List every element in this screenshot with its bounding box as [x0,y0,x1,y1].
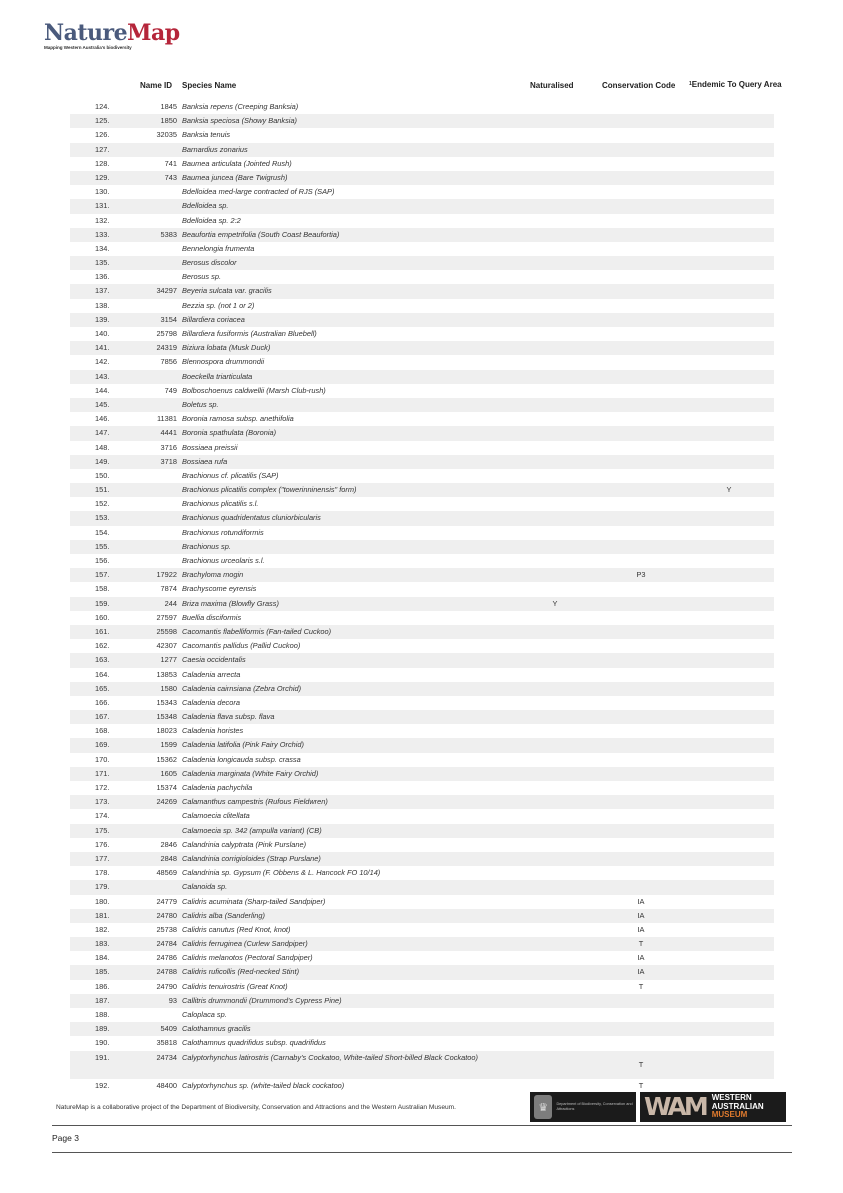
row-index: 132. [95,215,110,225]
table-row [70,171,774,185]
table-row [70,738,774,752]
row-name-id: 93 [168,995,177,1005]
row-species-name: Caladenia horistes [182,726,244,736]
row-species-name: Barnardius zonarius [182,144,248,154]
table-row [70,199,774,213]
row-name-id: 24784 [156,939,177,949]
row-name-id: 32035 [156,130,177,140]
row-species-name: Bennelongia frumenta [182,243,255,253]
row-index: 174. [95,811,110,821]
table-row [70,753,774,767]
row-index: 140. [95,329,110,338]
row-species-name: Caesia occidentalis [182,655,246,665]
crest-icon: ♛ [534,1095,552,1119]
row-species-name: Calandrinia corrigioloides (Strap Purslane) [182,853,321,863]
table-row [70,270,774,284]
row-index: 145. [95,399,110,409]
row-species-name: Calidris canutus (Red Knot, knot) [182,924,291,934]
row-index: 162. [95,641,110,651]
table-row [70,511,774,525]
row-species-name: Bdelloidea sp. [182,201,229,211]
row-name-id: 42307 [156,641,177,651]
row-species-name: Blennospora drummondii [182,357,265,367]
table-row [70,724,774,738]
row-index: 150. [95,470,110,480]
row-species-name: Caladenia flava subsp. flava [182,712,275,722]
row-species-name: Banksia tenuis [182,130,231,140]
row-name-id: 35818 [156,1038,177,1048]
row-index: 181. [95,910,110,920]
row-index: 125. [95,116,110,126]
row-index: 171. [95,768,110,778]
row-species-name: Calidris alba (Sanderling) [182,910,265,920]
row-name-id: 25798 [156,329,177,338]
row-species-name: Berosus sp. [182,272,222,282]
row-name-id: 25738 [156,924,177,934]
table-row [70,426,774,440]
species-table [70,100,774,1093]
row-species-name: Brachionus sp. [182,541,231,551]
row-species-name: Bolboschoenus caldwellii (Marsh Club-rush) [182,385,326,395]
row-index: 137. [95,286,110,296]
row-index: 147. [95,428,110,438]
row-conservation-code: IA [637,953,645,963]
row-species-name: Brachyscome eyrensis [182,584,257,594]
row-index: 169. [95,740,110,750]
row-name-id: 3718 [160,456,177,466]
endemic-footnote-marker: 1 [689,81,692,87]
column-header-name-id: Name ID [140,81,173,90]
row-endemic: Y [726,485,732,495]
table-row [70,313,774,327]
column-header-conservation-code: Conservation Code [602,81,676,90]
wam-mark [640,1092,706,1122]
footer-divider-top [52,1125,792,1126]
table-row [70,880,774,894]
row-name-id: 48569 [156,868,177,878]
row-species-name: Briza maxima (Blowfly Grass) [182,598,279,608]
row-species-name: Calamanthus campestris (Rufous Fieldwren) [182,797,328,807]
table-row [70,965,774,979]
row-species-name: Caladenia marginata (White Fairy Orchid) [182,768,319,778]
table-row [70,114,774,128]
row-index: 157. [95,570,110,580]
table-row [70,767,774,781]
row-index: 172. [95,783,110,792]
table-row [70,710,774,724]
table-row [70,284,774,298]
table-row [70,795,774,809]
row-index: 152. [95,499,110,509]
table-row [70,100,774,114]
row-index: 165. [95,683,110,693]
table-row [70,781,774,795]
row-species-name: Brachionus urceolaris s.l. [182,556,265,565]
logo-title-part2: Map [127,20,180,46]
row-index: 139. [95,314,110,324]
row-name-id: 25598 [156,626,177,636]
row-name-id: 7874 [160,584,177,594]
row-conservation-code: T [638,981,644,991]
table-row [70,923,774,937]
table-row [70,582,774,596]
table-row [70,568,774,582]
wam-line-3: MUSEUM [711,1110,748,1120]
row-name-id: 1599 [160,740,177,750]
row-species-name: Caladenia longicauda subsp. crassa [182,754,301,764]
row-index: 154. [95,527,110,537]
row-species-name: Boronia ramosa subsp. anethifolia [182,414,294,424]
table-row [70,1079,774,1093]
row-name-id: 749 [164,385,177,395]
row-name-id: 24788 [156,967,177,977]
row-name-id: 3154 [160,314,177,324]
table-row [70,398,774,412]
row-species-name: Calandrinia calyptrata (Pink Purslane) [182,839,307,849]
table-row [70,412,774,426]
logo-title [44,20,180,46]
column-header-endemic [689,80,782,89]
row-species-name: Bossiaea rufa [182,456,228,466]
row-species-name: Brachionus plicatilis complex ("towerinninensis" form) [182,485,357,495]
row-index: 188. [95,1010,110,1019]
row-index: 143. [95,371,110,381]
row-index: 187. [95,995,110,1005]
table-row [70,653,774,667]
row-index: 159. [95,598,110,608]
table-row [70,824,774,838]
row-index: 142. [95,357,110,367]
row-index: 167. [95,712,110,722]
table-row [70,469,774,483]
table-row [70,1036,774,1050]
table-row [70,895,774,909]
wam-mark-wa: WA [644,1092,684,1121]
row-name-id: 24790 [156,981,177,991]
row-index: 170. [95,754,110,764]
row-species-name: Cacomantis pallidus (Pallid Cuckoo) [182,641,301,651]
table-row [70,611,774,625]
row-conservation-code: T [638,939,644,949]
row-name-id: 1845 [160,102,177,111]
column-header-naturalised: Naturalised [530,81,574,90]
table-row [70,909,774,923]
table-row [70,441,774,455]
row-species-name: Billardiera coriacea [182,314,245,324]
wam-words [712,1094,764,1119]
row-index: 136. [95,272,110,282]
row-name-id: 2846 [160,839,177,849]
table-row [70,370,774,384]
row-species-name: Calanoida sp. [182,882,228,892]
row-name-id: 24786 [156,953,177,963]
row-conservation-code: P3 [636,570,646,580]
table-row [70,554,774,568]
row-name-id: 5409 [160,1024,177,1034]
wam-line-1: WESTERN [711,1093,752,1103]
row-index: 166. [95,697,110,707]
row-name-id: 3716 [160,442,177,452]
table-row [70,540,774,554]
table-row [70,214,774,228]
row-name-id: 27597 [156,612,177,622]
row-name-id: 15362 [156,754,177,764]
table-row [70,355,774,369]
row-index: 131. [95,201,110,211]
row-species-name: Brachionus rotundiformis [182,527,264,537]
row-species-name: Calothamnus quadrifidus subsp. quadrifidus [182,1038,326,1048]
table-row [70,128,774,142]
row-index: 192. [95,1080,110,1090]
row-index: 164. [95,669,110,679]
row-index: 130. [95,187,110,197]
row-name-id: 2848 [160,853,177,863]
row-index: 184. [95,953,110,963]
wa-museum-logo [640,1092,786,1122]
table-row [70,980,774,994]
row-species-name: Calidris melanotos (Pectoral Sandpiper) [182,953,313,963]
table-row [70,341,774,355]
table-row [70,1022,774,1036]
row-index: 178. [95,868,110,878]
row-name-id: 24269 [156,797,177,807]
row-species-name: Bdelloidea sp. 2:2 [182,215,241,225]
row-index: 168. [95,726,110,736]
row-index: 155. [95,541,110,551]
row-index: 191. [95,1052,110,1062]
row-species-name: Calidris ruficollis (Red-necked Stint) [182,967,300,977]
row-index: 173. [95,797,110,807]
table-row [70,994,774,1008]
row-species-name: Calyptorhynchus sp. (white-tailed black cockatoo) [182,1080,345,1090]
row-name-id: 1277 [160,655,177,665]
table-row [70,1008,774,1022]
table-row [70,299,774,313]
row-index: 156. [95,556,110,565]
logo-subtitle: Mapping Western Australia's biodiversity [44,45,132,50]
dbca-logo-text: Department of Biodiversity, Conservation and Attractions [556,1102,633,1111]
row-index: 134. [95,243,110,253]
table-row [70,852,774,866]
table-row [70,1051,774,1079]
table-row [70,951,774,965]
row-index: 135. [95,258,110,268]
row-name-id: 1580 [160,683,177,693]
wam-mark-m: M [683,1092,706,1121]
table-row [70,526,774,540]
column-header-species: Species Name [182,81,237,90]
row-species-name: Brachionus cf. plicatilis (SAP) [182,470,279,480]
row-species-name: Caloplaca sp. [182,1010,227,1019]
row-name-id: 4441 [160,428,177,438]
row-index: 127. [95,144,110,154]
table-row [70,866,774,880]
row-species-name: Brachionus quadridentatus cluniorbicularis [182,513,321,523]
table-row [70,228,774,242]
row-index: 161. [95,626,110,636]
row-name-id: 17922 [156,570,177,580]
row-index: 148. [95,442,110,452]
naturemap-logo [44,20,180,54]
row-name-id: 11381 [156,414,177,424]
row-species-name: Beyeria sulcata var. gracilis [182,286,272,296]
row-species-name: Calandrinia sp. Gypsum (F. Obbens & L. Hancock FO 10/14) [182,868,381,878]
row-name-id: 741 [164,158,177,168]
row-index: 138. [95,300,110,310]
footer-credit: NatureMap is a collaborative project of the Department of Biodiversity, Conservation and Attractions and the Western Australian Museum. [56,1104,456,1111]
row-species-name: Caladenia pachychila [182,783,253,792]
row-species-name: Caladenia cairnsiana (Zebra Orchid) [182,683,302,693]
row-species-name: Bossiaea preissii [182,442,238,452]
row-name-id: 13853 [156,669,177,679]
row-index: 133. [95,229,110,239]
row-species-name: Billardiera fusiformis (Australian Bluebell) [182,329,317,338]
row-species-name: Beaufortia empetrifolia (South Coast Beaufortia) [182,229,340,239]
row-name-id: 1605 [160,768,177,778]
footer-divider-bottom [52,1152,792,1153]
row-index: 189. [95,1024,110,1034]
row-index: 186. [95,981,110,991]
row-name-id: 5383 [160,229,177,239]
row-species-name: Baumea juncea (Bare Twigrush) [182,172,288,182]
column-header-endemic-label: Endemic To Query Area [691,80,782,89]
table-row [70,682,774,696]
row-species-name: Calidris acuminata (Sharp-tailed Sandpiper) [182,896,326,906]
table-row [70,327,774,341]
row-index: 176. [95,839,110,849]
row-name-id: 743 [164,172,177,182]
row-index: 141. [95,343,110,353]
table-row [70,696,774,710]
row-species-name: Calamoecia sp. 342 (ampulla variant) (CB) [182,825,322,835]
table-row [70,937,774,951]
row-name-id: 48400 [156,1080,177,1090]
row-index: 175. [95,825,110,835]
row-species-name: Biziura lobata (Musk Duck) [182,343,271,353]
row-name-id: 15374 [156,783,177,792]
row-index: 190. [95,1038,110,1048]
row-species-name: Baumea articulata (Jointed Rush) [182,158,292,168]
row-conservation-code: IA [637,924,645,934]
page-number: Page 3 [52,1133,79,1143]
row-index: 185. [95,967,110,977]
row-name-id: 15348 [156,712,177,722]
wam-line-2: AUSTRALIAN [711,1101,764,1111]
row-index: 160. [95,612,110,622]
row-name-id: 1850 [160,116,177,126]
table-row [70,838,774,852]
row-index: 180. [95,896,110,906]
row-index: 158. [95,584,110,594]
row-species-name: Brachyloma mogin [182,570,244,580]
row-name-id: 34297 [156,286,177,296]
table-row [70,185,774,199]
row-species-name: Cacomantis flabelliformis (Fan-tailed Cuckoo) [182,626,332,636]
row-index: 128. [95,158,110,168]
row-species-name: Callitris drummondii (Drummond's Cypress Pine) [182,995,342,1005]
row-species-name: Calidris ferruginea (Curlew Sandpiper) [182,939,308,949]
row-species-name: Calyptorhynchus latirostris (Carnaby's Cockatoo, White-tailed Short-billed Black Cockatoo) [182,1052,478,1062]
row-name-id: 24779 [156,896,177,906]
row-species-name: Calamoecia clitellata [182,811,250,821]
row-index: 126. [95,130,110,140]
row-species-name: Boeckella triarticulata [182,371,253,381]
row-species-name: Buellia disciformis [182,612,242,622]
row-name-id: 7856 [160,357,177,367]
row-name-id: 24780 [156,910,177,920]
table-row [70,256,774,270]
row-index: 146. [95,414,110,424]
row-index: 183. [95,939,110,949]
row-conservation-code: T [638,1080,644,1090]
table-row [70,384,774,398]
row-conservation-code: T [638,1059,644,1069]
row-conservation-code: IA [637,967,645,977]
table-row [70,497,774,511]
row-name-id: 18023 [156,726,177,736]
row-species-name: Banksia repens (Creeping Banksia) [182,102,299,111]
row-name-id: 24319 [156,343,177,353]
row-species-name: Caladenia latifolia (Pink Fairy Orchid) [182,740,304,750]
table-row [70,668,774,682]
row-index: 177. [95,853,110,863]
row-species-name: Banksia speciosa (Showy Banksia) [182,116,298,126]
table-row [70,242,774,256]
row-species-name: Calidris tenuirostris (Great Knot) [182,981,288,991]
row-species-name: Boronia spathulata (Boronia) [182,428,277,438]
row-conservation-code: IA [637,896,645,906]
row-name-id: 244 [164,598,177,608]
row-species-name: Brachionus plicatilis s.l. [182,499,259,509]
logo-title-part1: Nature [44,20,128,46]
row-index: 179. [95,882,110,892]
table-row [70,639,774,653]
row-index: 151. [95,485,110,495]
row-species-name: Berosus discolor [182,258,237,268]
table-row [70,597,774,611]
row-index: 144. [95,385,110,395]
row-index: 182. [95,924,110,934]
row-species-name: Bezzia sp. (not 1 or 2) [182,300,255,310]
dbca-logo [530,1092,636,1122]
row-name-id: 15343 [156,697,177,707]
row-index: 163. [95,655,110,665]
row-index: 153. [95,513,110,523]
table-row [70,455,774,469]
row-species-name: Caladenia decora [182,697,240,707]
table-row [70,625,774,639]
row-conservation-code: IA [637,910,645,920]
row-index: 149. [95,456,110,466]
row-naturalised: Y [552,598,558,608]
table-row [70,483,774,497]
row-species-name: Caladenia arrecta [182,669,241,679]
table-row [70,157,774,171]
row-index: 124. [95,102,110,111]
row-species-name: Calothamnus gracilis [182,1024,251,1034]
row-index: 129. [95,172,110,182]
table-row [70,809,774,823]
row-name-id: 24734 [156,1052,177,1062]
table-row [70,143,774,157]
row-species-name: Bdelloidea med-large contracted of RJS (SAP) [182,187,335,197]
row-species-name: Boletus sp. [182,399,219,409]
